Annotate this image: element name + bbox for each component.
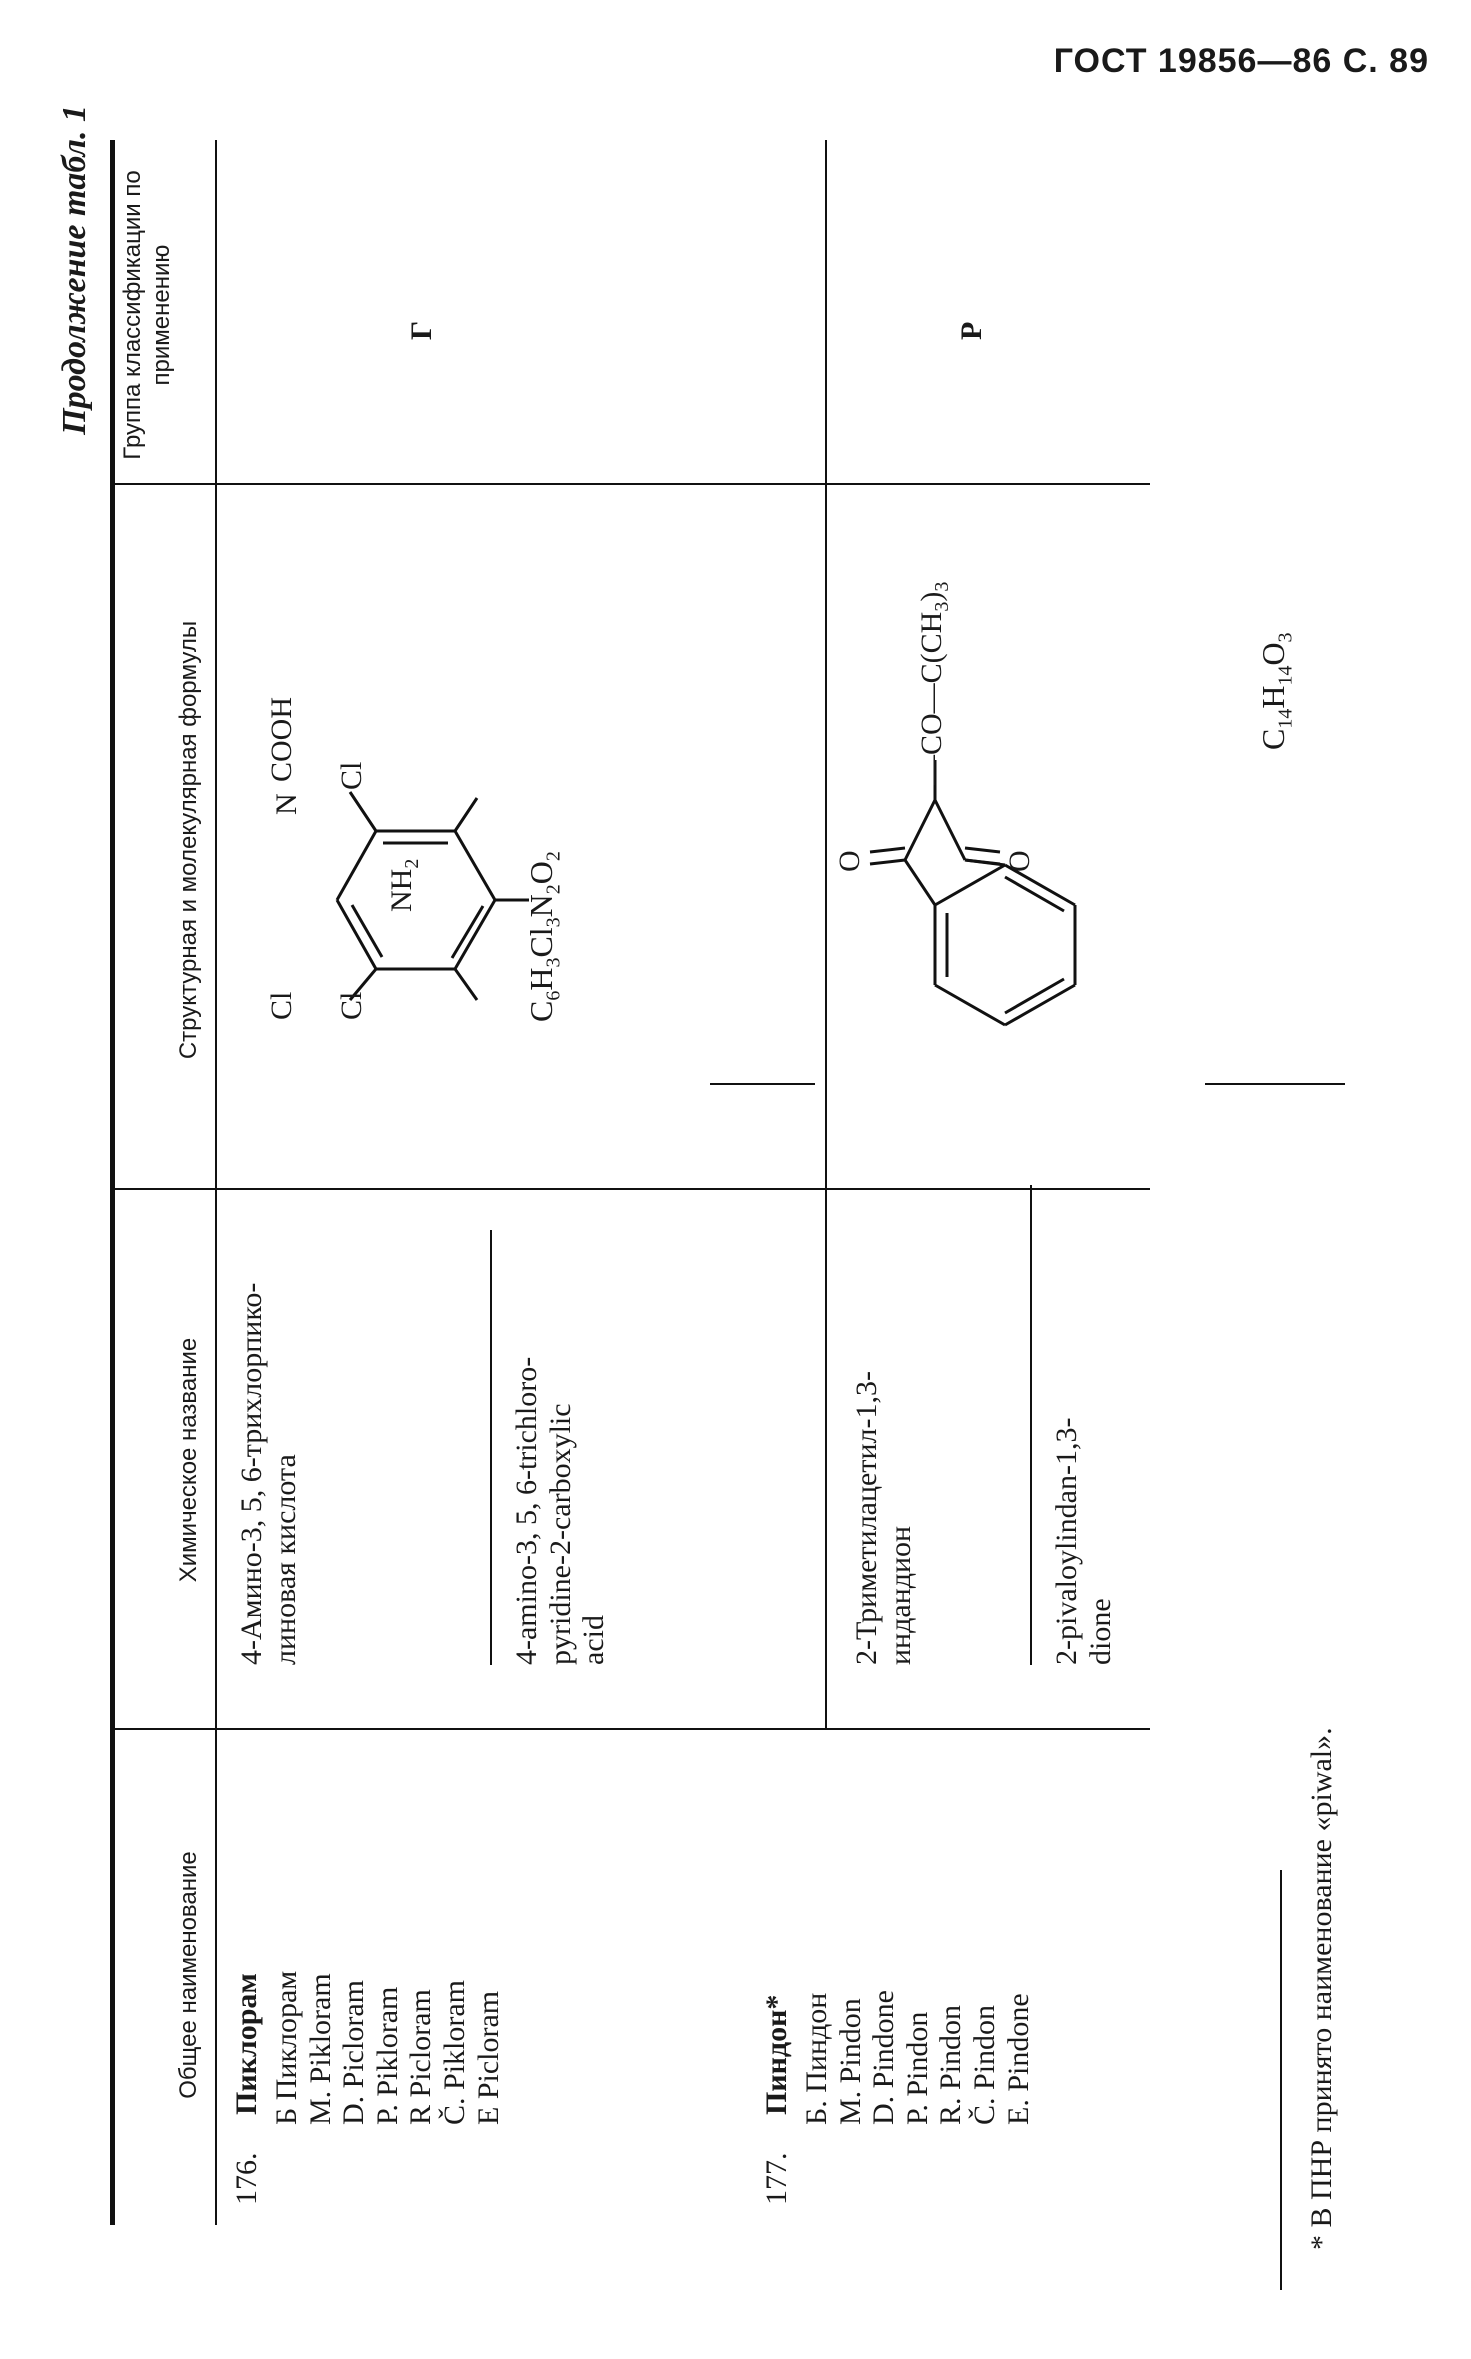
footnote: * В ПНР принято наименование «piwal». xyxy=(1305,1727,1338,2250)
atom-cl: Cl xyxy=(335,991,368,1020)
list-item: Б. Пиндон xyxy=(800,1992,833,2125)
substituent-label: $—CO—C(CH_3)_3$ xyxy=(915,581,953,785)
row176-common-name: Пиклорам xyxy=(230,1973,263,2115)
row177-chem-name-ru: 2-Триметилацетил-1,3- индандион xyxy=(850,1371,917,1665)
table-continuation-label: Продолжение табл. 1 xyxy=(56,105,93,435)
column-header-group: Группа классификации по применению xyxy=(119,170,175,460)
atom-cl: Cl xyxy=(335,761,368,790)
list-item: E Picloram xyxy=(471,1990,505,2125)
picloram-structure-diagram xyxy=(215,485,710,1190)
atom-n: N xyxy=(270,793,303,815)
column-header-chemical-name: Химическое название xyxy=(175,1337,202,1583)
column-header-formulas: Структурная и молекулярная формулы xyxy=(175,620,202,1060)
row176-chem-name-ru: 4-Амино-3, 5, 6-трихлорпико- линовая кислота xyxy=(235,1282,302,1665)
row177-number: 177. xyxy=(760,2152,793,2205)
atom-nh2: $NH_2$ xyxy=(385,858,423,912)
column-divider-1 xyxy=(110,1728,1150,1730)
row177-chem-name-en: 2-pivaloylindan-1,3- dione xyxy=(1050,1417,1117,1665)
row177-formula-divider xyxy=(1205,1083,1345,1085)
row177-common-name: Пиндон* xyxy=(760,1994,793,2115)
list-item: P. Pindon xyxy=(900,2011,934,2125)
pindone-structure-diagram xyxy=(825,485,1205,1190)
row177-group: Р xyxy=(955,321,988,340)
row176-number: 176. xyxy=(230,2152,263,2205)
list-item: E. Pindone xyxy=(1001,1993,1035,2125)
row176-formula-divider xyxy=(710,1083,815,1085)
page-header: ГОСТ 19856—86 С. 89 xyxy=(1053,42,1429,80)
atom-cooh: COOH xyxy=(265,696,298,782)
rotated-table-page xyxy=(55,105,1375,2290)
row177-synonyms xyxy=(800,1990,1035,2125)
column-header-common-name: Общее наименование xyxy=(175,1851,202,2099)
atom-o: O xyxy=(1003,850,1036,872)
list-item: Č. Pikloram xyxy=(437,1979,471,2125)
atom-o: O xyxy=(833,850,866,872)
atom-cl: Cl xyxy=(265,991,298,1020)
list-item: R Picloram xyxy=(404,1989,438,2125)
list-item: D. Picloram xyxy=(337,1980,371,2125)
row177-chem-divider xyxy=(1030,1185,1032,1665)
row176-chem-name-en: 4-amino-3, 5, 6-trichloro- pyridine-2-carboxylic acid xyxy=(510,1356,611,1665)
row176-group: Г xyxy=(405,320,438,340)
list-item: Č. Pindon xyxy=(967,2004,1001,2125)
list-item: Б Пиклорам xyxy=(270,1970,303,2125)
list-item: P. Pikloram xyxy=(370,1986,404,2125)
row176-synonyms xyxy=(270,1971,505,2125)
list-item: М. Pindon xyxy=(833,1998,867,2125)
list-item: R. Pindon xyxy=(934,2004,968,2125)
row176-chem-divider xyxy=(490,1230,492,1665)
list-item: М. Pikloram xyxy=(303,1973,337,2125)
footnote-rule xyxy=(1280,1870,1282,2290)
list-item: D. Pindone xyxy=(867,1990,901,2125)
table-top-rule xyxy=(110,140,115,2225)
row177-molecular-formula: $C_{14}H_{14}O_3$ xyxy=(1255,632,1297,750)
row176-molecular-formula: $C_6H_3Cl_3N_2O_2$ xyxy=(523,851,565,1022)
